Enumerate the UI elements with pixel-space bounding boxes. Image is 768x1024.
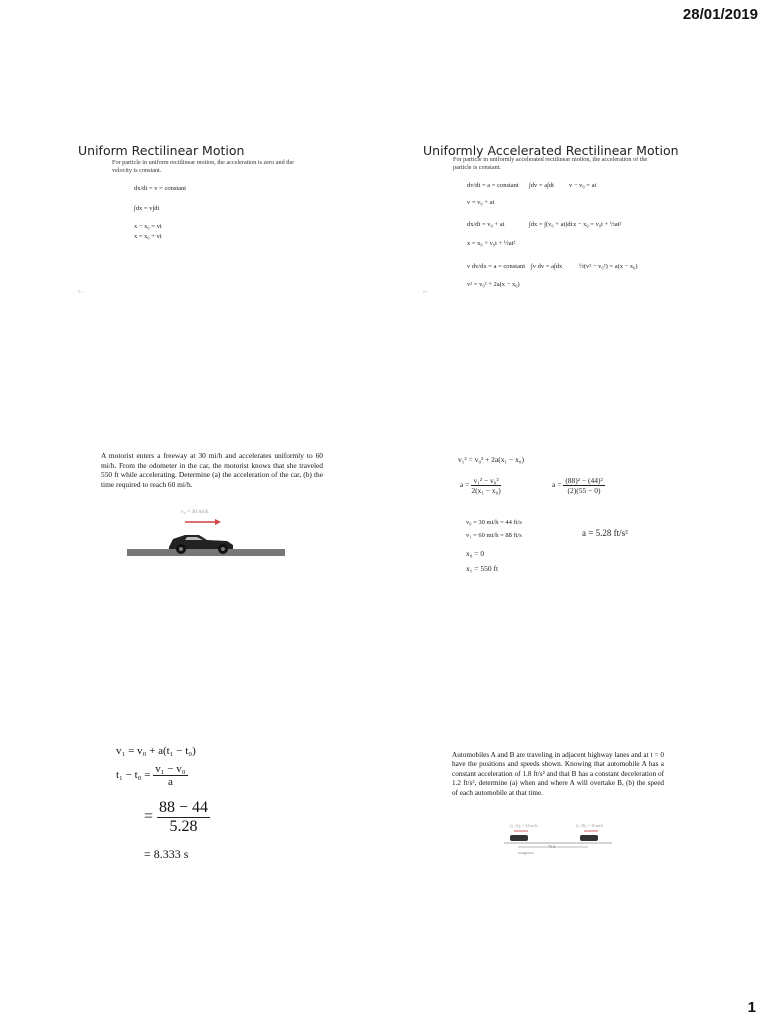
equation <box>460 476 501 495</box>
equals-sign: = <box>144 808 154 826</box>
equation: dv/dt = a = constant <box>467 182 519 189</box>
problem-statement: A motorist enters a freeway at 30 mi/h and accelerates uniformly to 60 mi/h. From the odometer in the car, the motorist knows that she traveled 550 ft while accelerating. Determine (a) the acceleration of the car, (b) the time required to reach 60 mi/h. <box>101 451 323 489</box>
slide-4 <box>458 452 658 582</box>
denominator: 5.28 <box>169 818 198 835</box>
equation <box>116 763 188 788</box>
denominator: (2)(55 − 0) <box>567 486 601 495</box>
slide-2 <box>423 143 723 303</box>
page-number: 1 <box>747 999 756 1016</box>
result: = 8.333 s <box>144 847 189 861</box>
equation: x = x₀ + v₀t + ½at² <box>467 240 516 247</box>
equation: x = x₀ + vt <box>134 233 162 240</box>
denominator: 2(x₁ − x₀) <box>471 486 501 495</box>
highway-illustration <box>504 823 614 868</box>
problem-statement: Automobiles A and B are traveling in adjacent highway lanes and at t = 0 have the positions and speeds shown. Knowing that automobile A has a constant acceleration of 1.8 ft/s² and that B has a constant deceleration of 1.2 ft/s², determine (a) when and where A will overtake B, (b) the speed of each automobile at that time. <box>452 751 664 797</box>
slide-marker: ᴵᴵ ˢ <box>78 291 83 296</box>
equation: dx/dt = v₀ + at <box>467 221 505 228</box>
fraction-lhs: a = <box>460 480 470 490</box>
date-stamp: 28/01/2019 <box>682 6 758 23</box>
slide-marker: ᴵᴵ ˢ <box>423 291 428 296</box>
fraction <box>471 476 500 495</box>
numerator: 88 − 44 <box>159 799 209 816</box>
equation: v² = v₀² + 2a(x − x₀) <box>467 281 520 288</box>
result: a = 5.28 ft/s² <box>582 528 628 538</box>
numerator: v₁ − v₀ <box>155 763 186 775</box>
equation: ∫dx = ∫(v₀ + at)dt <box>529 221 573 228</box>
fraction-lhs: t₁ − t₀ = <box>116 769 151 782</box>
given-value: v₁ = 60 mi/h = 88 ft/s <box>466 532 522 539</box>
numerator: v₁² − v₀² <box>473 476 499 485</box>
equation <box>552 476 605 495</box>
slide-intro: For particle in uniformly accelerated rectilinear motion, the acceleration of the particle is constant. <box>453 156 648 171</box>
denominator: a <box>167 776 173 788</box>
given-value: v₀ = 30 mi/h = 44 ft/s <box>466 519 522 526</box>
equation: x − x₀ = vt <box>134 223 162 230</box>
slide-title: Uniform Rectilinear Motion <box>78 143 245 158</box>
given-value: x₁ = 550 ft <box>466 564 499 573</box>
equation: v₁² = v₀² + 2a(x₁ − x₀) <box>458 455 524 464</box>
slide-title: Uniformly Accelerated Rectilinear Motion <box>423 143 679 158</box>
velocity-label: v₀ = 30 mi/h <box>181 509 209 515</box>
car-a-label: (v_A)₀ = 24 mi/h <box>510 823 538 828</box>
fraction <box>563 476 604 495</box>
equation: ∫dx = v∫dt <box>134 205 160 212</box>
x-label: x <box>524 851 526 856</box>
car-illustration <box>127 509 287 559</box>
given-value: x₀ = 0 <box>466 549 485 558</box>
slide-intro: For particle in uniform rectilinear motion, the acceleration is zero and the velocity is constant. <box>112 159 294 174</box>
equation: x − x₀ = v₀t + ½at² <box>573 221 622 228</box>
equation: v dv/dx = a = constant <box>467 263 526 270</box>
slide-1 <box>78 143 378 303</box>
slide-5 <box>116 745 316 865</box>
equation <box>144 799 210 836</box>
fraction <box>157 799 210 836</box>
distance-label: 75 ft <box>548 844 556 849</box>
equation: v = v₀ + at <box>467 199 495 206</box>
slide-6 <box>452 751 664 871</box>
equation: v − v₀ = at <box>569 182 597 189</box>
equation: ½(v² − v₀²) = a(x − x₀) <box>579 263 638 270</box>
fraction-lhs: a = <box>552 480 562 490</box>
slide-3 <box>101 451 323 561</box>
equation: dx/dt = v = constant <box>134 185 187 192</box>
equation: ∫dv = a∫dt <box>529 182 554 189</box>
car-b-label: (v_B)₀ = 36 mi/h <box>576 823 604 828</box>
equation: ∫v dv = a∫dx <box>531 263 563 270</box>
fraction <box>153 763 187 788</box>
equation: v₁ = v₀ + a(t₁ − t₀) <box>116 745 196 757</box>
car-figure <box>127 509 287 559</box>
numerator: (88)² − (44)² <box>565 476 603 485</box>
highway-figure <box>504 823 614 868</box>
